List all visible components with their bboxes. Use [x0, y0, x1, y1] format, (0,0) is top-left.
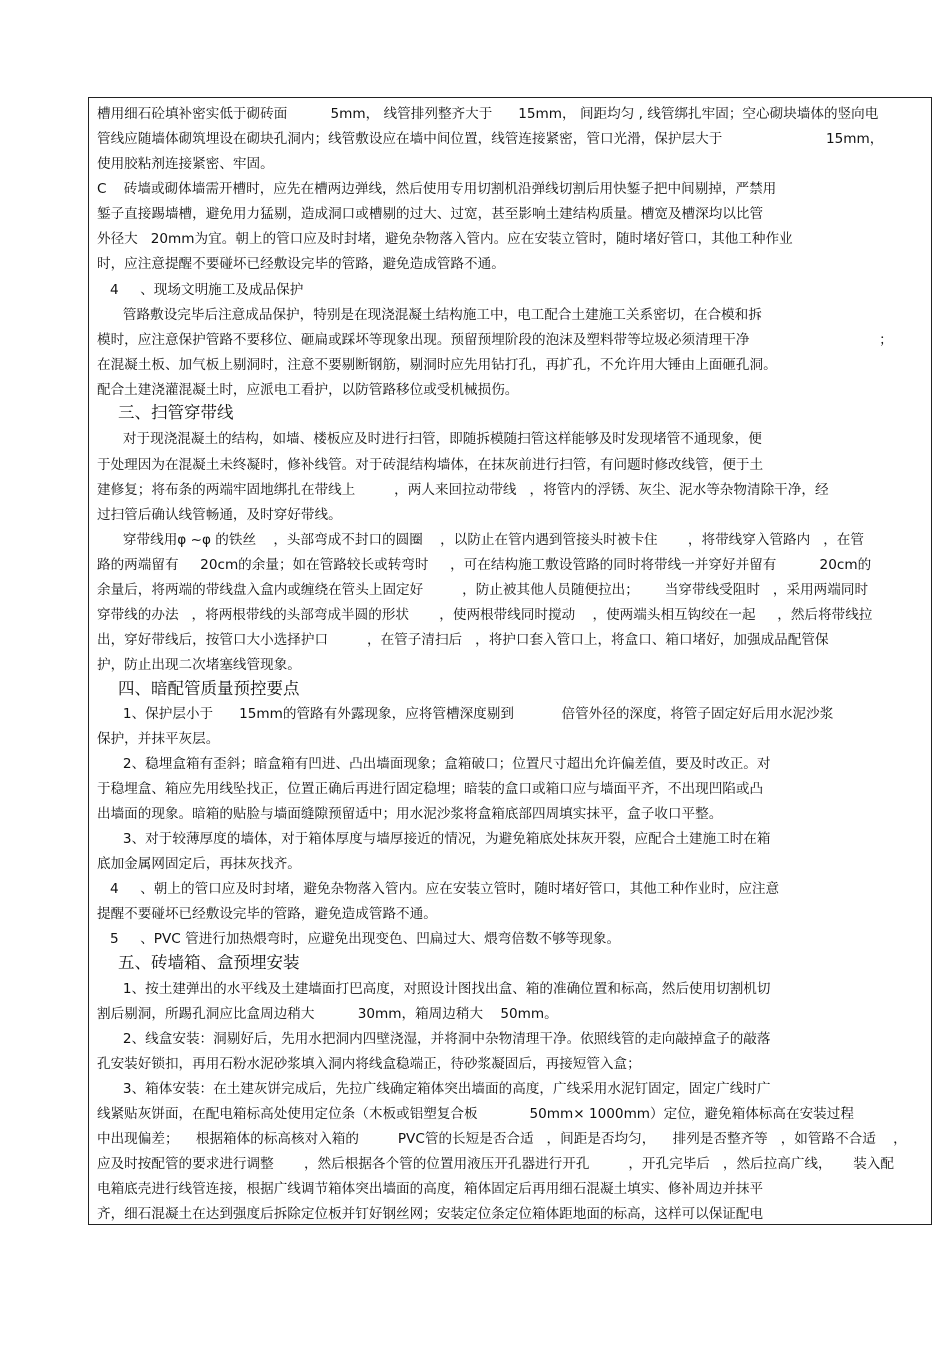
text-line: 2、稳埋盒箱有歪斜；暗盒箱有凹进、凸出墙面现象；盒箱破口；位置尺寸超出允许偏差值，要及时改正。对 [97, 756, 771, 772]
text-line: C 砖墙或砌体墙需开槽时，应先在槽两边弹线，然后使用专用切割机沿弹线切割后用快錾子把中间剔掉，严禁用 [97, 181, 777, 197]
text-line: 穿带线的办法 ，将两根带线的头部弯成半圆的形状 ，使两根带线同时搅动 ，使两端头相互钩绞在一起 ，然后将带线拉 [97, 607, 873, 623]
text-line: 槽用细石砼填补密实低于砌砖面 5mm， 线管排列整齐大于 15mm， 间距均匀 , 线管绑扎牢固；空心砌块墙体的竖向电 [97, 106, 879, 122]
section-heading: 五、砖墙箱、盒预埋安装 [118, 953, 300, 972]
section-heading: 四、暗配管质量预控要点 [118, 679, 300, 698]
text-line: 模时，应注意保护管路不要移位、砸扁或踩坏等现象出现。预留预埋阶段的泡沫及塑料带等垃圾必须清理干净 ； [97, 332, 893, 348]
text-line: 穿带线用φ ~φ 的铁丝 ，头部弯成不封口的圆圈 ，以防止在管内遇到管接头时被卡住 ，将带线穿入管路内 ，在管 [97, 532, 864, 548]
text-line: 余量后，将两端的带线盘入盒内或缠绕在管头上固定好 ，防止被其他人员随便拉出； 当穿带线受阻时 ，采用两端同时 [97, 582, 869, 598]
text-line: 孔安装好锁扣，再用石粉水泥砂浆填入洞内将线盒稳端正，待砂浆凝固后，再接短管入盒； [97, 1056, 641, 1072]
text-line: 在混凝土板、加气板上剔洞时，注意不要剔断钢筋，剔洞时应先用钻打孔，再扩孔，不允许用大锤由上面砸孔洞。 [97, 357, 777, 373]
text-line: 中出现偏差； 根据箱体的标高核对入箱的 PVC管的长短是否合适 ，间距是否均匀， 排列是否整齐等 ，如管路不合适 ， [97, 1131, 907, 1147]
text-line: 出墙面的现象。暗箱的贴脸与墙面缝隙预留适中；用水泥沙浆将盒箱底部四周填实抹平，盒子收口平整。 [97, 806, 723, 822]
text-line: 保护，并抹平灰层。 [97, 731, 220, 747]
text-line: 5 、PVC 管进行加热煨弯时，应避免出现变色、凹扁过大、煨弯倍数不够等现象。 [97, 931, 621, 947]
text-line: 使用胶粘剂连接紧密、牢固。 [97, 156, 274, 172]
text-line: 齐，细石混凝土在达到强度后拆除定位板并钉好钢丝网；安装定位条定位箱体距地面的标高，这样可以保证配电 [97, 1206, 764, 1222]
text-line: 錾子直接踢墙槽，避免用力猛剔，造成洞口或槽剔的过大、过宽，甚至影响土建结构质量。槽宽及槽深均以比管 [97, 206, 764, 222]
text-line: 路的两端留有 20cm的余量；如在管路较长或转弯时 ，可在结构施工敷设管路的同时将带线一并穿好并留有 20cm的 [97, 557, 872, 573]
text-line: 出，穿好带线后，按管口大小选择护口 ，在管子清扫后 ，将护口套入管口上，将盒口、箱口堵好，加强成品配管保 [97, 632, 829, 648]
text-line: 3、箱体安装：在土建灰饼完成后，先拉广线确定箱体突出墙面的高度，广线采用水泥钉固定，固定广线时广 [97, 1081, 771, 1097]
text-line: 配合土建浇灌混凝土时，应派电工看护，以防管路移位或受机械损伤。 [97, 382, 519, 398]
text-line: 建修复；将布条的两端牢固地绑扎在带线上 ，两人来回拉动带线 ，将管内的浮锈、灰尘、泥水等杂物清除干净，经 [97, 482, 829, 498]
text-line: 底加金属网固定后，再抹灰找齐。 [97, 856, 301, 872]
text-line: 于稳埋盒、箱应先用线坠找正，位置正确后再进行固定稳埋；暗装的盒口或箱口应与墙面平齐，不出现凹陷或凸 [97, 781, 764, 797]
text-line: 3、对于较薄厚度的墙体，对于箱体厚度与墙厚接近的情况，为避免箱底处抹灰开裂，应配合土建施工时在箱 [97, 831, 771, 847]
text-line: 提醒不要碰坏已经敷设完毕的管路，避免造成管路不通。 [97, 906, 437, 922]
text-line: 2、线盒安装：洞剔好后，先用水把洞内四壁浇湿，并将洞中杂物清理干净。依照线管的走向敲掉盒子的敲落 [97, 1031, 771, 1047]
text-line: 1、按土建弹出的水平线及土建墙面打巴高度，对照设计图找出盒、箱的准确位置和标高，然后使用切割机切 [97, 981, 771, 997]
text-line: 外径大 20mm为宜。朝上的管口应及时封堵，避免杂物落入管内。应在安装立管时，随时堵好管口，其他工种作业 [97, 231, 793, 247]
text-line: 4 、现场文明施工及成品保护 [97, 282, 304, 298]
text-line: 应及时按配管的要求进行调整 ，然后根据各个管的位置用液压开孔器进行开孔 ，开孔完毕后 ，然后拉高广线， 装入配 [97, 1156, 894, 1172]
text-line: 于处理因为在混凝土未终凝时，修补线管。对于砖混结构墙体，在抹灰前进行扫管，有问题时修改线管，便于土 [97, 457, 764, 473]
text-line: 电箱底壳进行线管连接，根据广线调节箱体突出墙面的高度，箱体固定后再用细石混凝土填实、修补周边并抹平 [97, 1181, 764, 1197]
text-line: 管线应随墙体砌筑埋设在砌块孔洞内；线管敷设应在墙中间位置，线管连接紧密，管口光滑，保护层大于 15mm， [97, 131, 884, 147]
text-line: 对于现浇混凝土的结构，如墙、楼板应及时进行扫管，即随拆模随扫管这样能够及时发现堵管不通现象，便 [97, 431, 762, 447]
section-heading: 三、扫管穿带线 [118, 403, 234, 422]
text-line: 4 、朝上的管口应及时封堵，避免杂物落入管内。应在安装立管时，随时堵好管口，其他工种作业时，应注意 [97, 881, 780, 897]
text-line: 时，应注意提醒不要碰坏已经敷设完毕的管路，避免造成管路不通。 [97, 256, 505, 272]
text-line: 过扫管后确认线管畅通，及时穿好带线。 [97, 507, 342, 523]
text-line: 割后剔洞，所踢孔洞应比盒周边稍大 30mm，箱周边稍大 50mm。 [97, 1006, 558, 1022]
text-line: 1、保护层小于 15mm的管路有外露现象，应将管槽深度剔到 倍管外径的深度，将管子固定好后用水泥沙浆 [97, 706, 834, 722]
text-line: 护，防止出现二次堵塞线管现象。 [97, 657, 301, 673]
text-line: 管路敷设完毕后注意成品保护，特别是在现浇混凝土结构施工中，电工配合土建施工关系密切，在合模和拆 [97, 307, 762, 323]
text-line: 线紧贴灰饼面，在配电箱标高处使用定位条（木板或铝塑复合板 50mm× 1000mm）定位，避免箱体标高在安装过程 [97, 1106, 854, 1122]
